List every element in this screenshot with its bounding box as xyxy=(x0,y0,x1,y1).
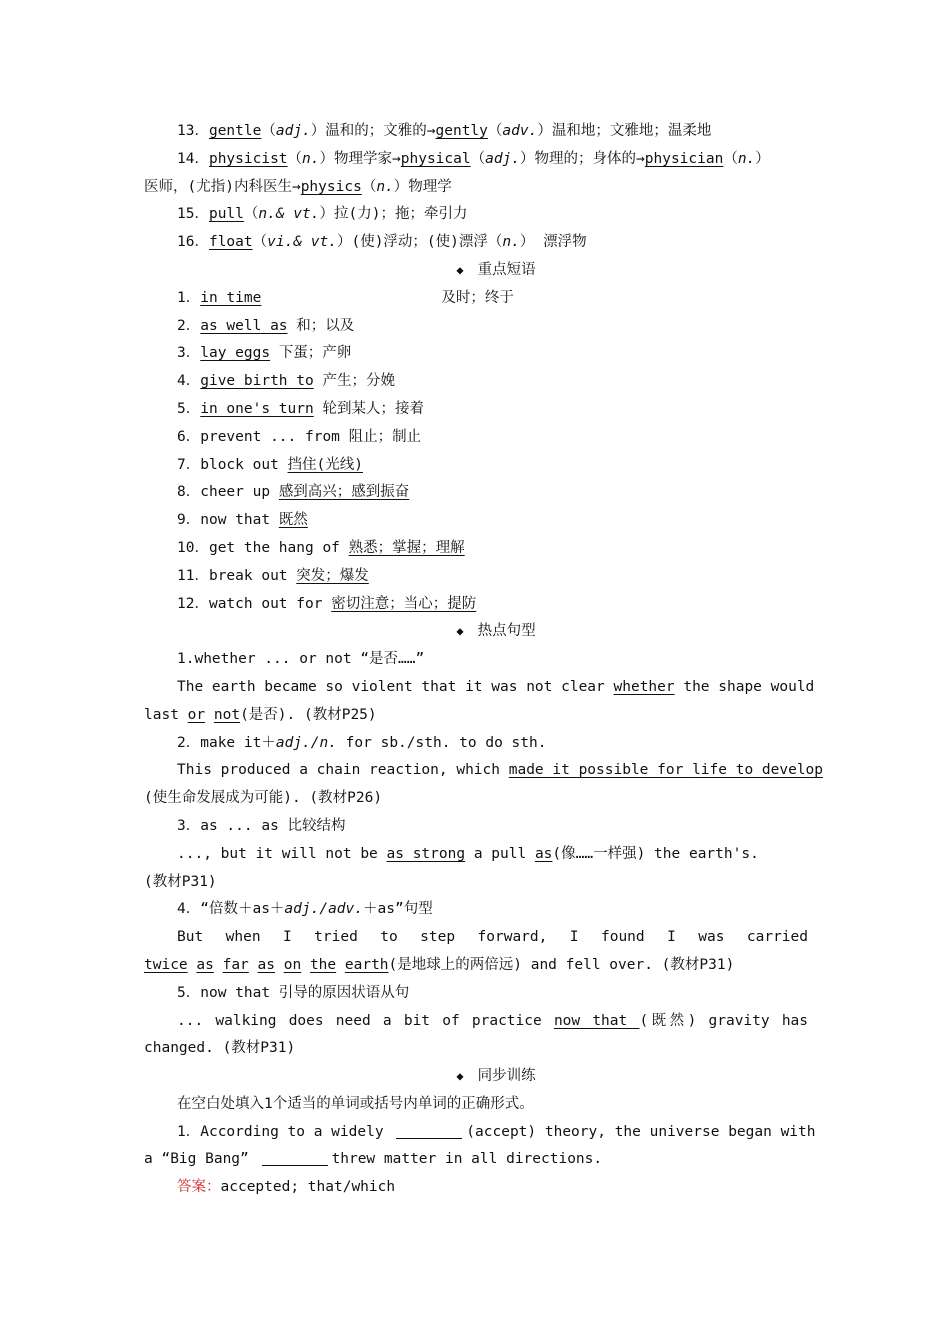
example-sentence: ... walking does need a bit of practice now that (既然) gravity has xyxy=(177,1012,809,1029)
vocab-item: 13．gentle（adj.）温和的；文雅的→gently（adv.）温和地；文雅地；温柔地 xyxy=(177,123,712,139)
vocab-item-continued: 医师，(尤指)内科医生→physics（n.）物理学 xyxy=(144,178,452,195)
phrase-item: 5．in one's turn 轮到某人；接着 xyxy=(177,400,424,417)
diamond-icon: ◆ xyxy=(456,262,464,277)
section-heading-practice: ◆ 同步训练 xyxy=(456,1068,536,1085)
vocab-item: 14．physicist（n.）物理学家→physical（adj.）物理的；身体的→physician（n.） xyxy=(177,150,770,167)
phrase-item: 2．as well as 和；以及 xyxy=(177,317,355,334)
answer-blank xyxy=(262,1151,328,1166)
example-sentence: ..., but it will not be as strong a pull as(像……一样强) the earth's. xyxy=(177,845,759,862)
phrase-item: 12．watch out for 密切注意；当心；提防 xyxy=(177,595,477,612)
phrase-item: 10．get the hang of 熟悉；掌握；理解 xyxy=(177,539,465,556)
example-sentence: This produced a chain reaction, which made it possible for life to develop xyxy=(177,762,824,779)
phrase-item: 6．prevent ... from 阻止；制止 xyxy=(177,428,422,445)
section-heading-sentences: ◆ 热点句型 xyxy=(456,623,536,640)
phrase-item: 7．block out 挡住(光线) xyxy=(177,456,364,473)
practice-instruction: 在空白处填入1个适当的单词或括号内单词的正确形式。 xyxy=(177,1095,534,1112)
vocab-item: 16．float（vi.& vt.）(使)浮动；(使)漂浮（n.） 漂浮物 xyxy=(177,234,587,251)
sentence-pattern-title: 4．“倍数＋as＋adj./adv.＋as”句型 xyxy=(177,901,433,918)
practice-question: 1．According to a widely (accept) theory, the universe began with xyxy=(177,1123,816,1140)
sentence-pattern-title: 1.whether ... or not “是否……” xyxy=(177,651,425,668)
example-sentence-continued: (使生命发展成为可能). (教材P26) xyxy=(144,790,383,807)
phrase-item: 11．break out 突发；爆发 xyxy=(177,567,369,584)
example-sentence-continued: twice as far as on the earth(是地球上的两倍远) and fell over. (教材P31) xyxy=(144,956,735,973)
diamond-icon: ◆ xyxy=(456,624,464,639)
sentence-pattern-title: 5．now that 引导的原因状语从句 xyxy=(177,984,410,1001)
phrase-item: 4．give birth to 产生；分娩 xyxy=(177,373,395,390)
example-sentence: The earth became so violent that it was not clear whether the shape would xyxy=(177,678,815,695)
sentence-pattern-title: 3．as ... as 比较结构 xyxy=(177,817,346,834)
example-sentence-continued: last or not(是否). (教材P25) xyxy=(144,706,377,723)
example-sentence: But when I tried to step forward, I found I was carried xyxy=(177,929,808,946)
phrase-item: 3．lay eggs 下蛋；产卵 xyxy=(177,345,352,362)
practice-question-continued: a “Big Bang” threw matter in all directions. xyxy=(144,1151,603,1168)
answer-blank xyxy=(396,1124,462,1139)
phrase-item: 1．in time 及时；终于 xyxy=(177,289,514,306)
diamond-icon: ◆ xyxy=(456,1069,464,1084)
example-sentence-continued: (教材P31) xyxy=(144,873,217,890)
section-heading-phrases: ◆ 重点短语 xyxy=(456,261,536,278)
document-page xyxy=(144,118,824,1202)
practice-answer: 答案：accepted; that/which xyxy=(177,1179,396,1196)
phrase-item: 8．cheer up 感到高兴；感到振奋 xyxy=(177,484,410,501)
sentence-pattern-title: 2．make it＋adj./n. for sb./sth. to do sth. xyxy=(177,734,547,751)
example-sentence-continued: changed. (教材P31) xyxy=(144,1040,296,1057)
vocab-item: 15．pull（n.& vt.）拉(力)；拖；牵引力 xyxy=(177,206,468,223)
phrase-item: 9．now that 既然 xyxy=(177,512,308,529)
